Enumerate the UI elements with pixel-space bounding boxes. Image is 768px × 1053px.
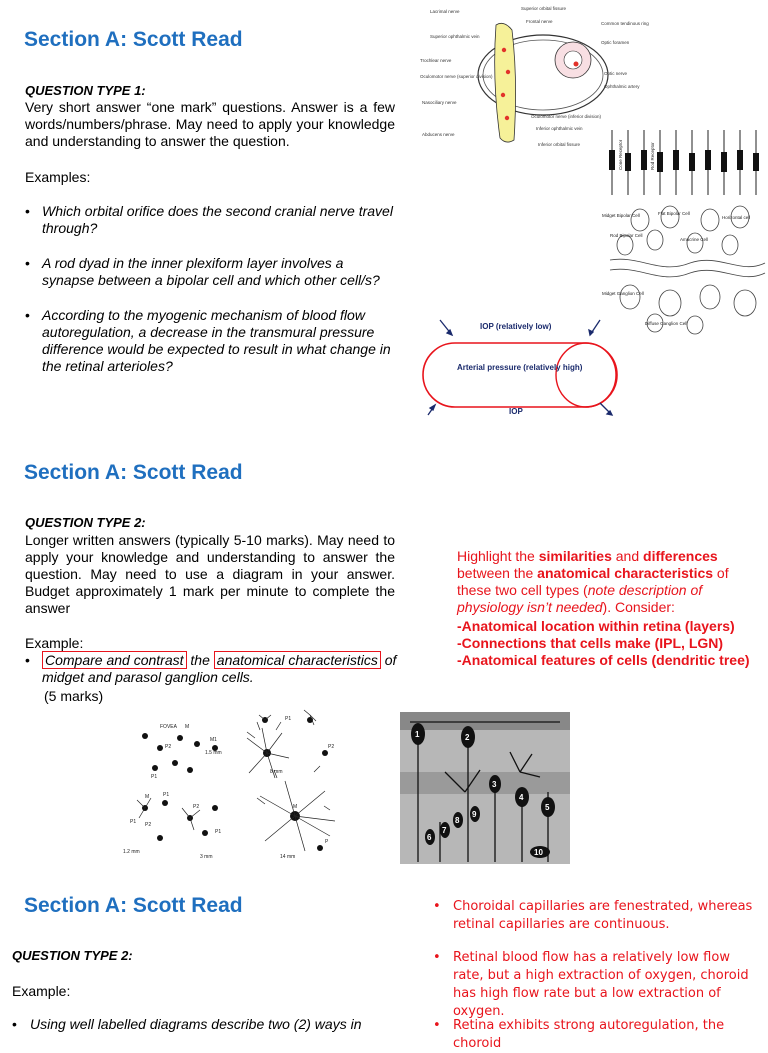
slide2-example-question: • Compare and contrast the anatomical characteristics of midget and parasol ganglion cells. (25, 652, 397, 685)
slide2-consider-list (457, 618, 767, 669)
svg-text:6: 6 (427, 833, 432, 842)
svg-text:Trochlear nerve: Trochlear nerve (420, 58, 452, 63)
compare-contrast-highlight: Compare and contrast (42, 651, 187, 669)
svg-text:8: 8 (455, 816, 460, 825)
svg-text:8 mm: 8 mm (270, 769, 283, 775)
svg-text:3: 3 (492, 780, 497, 789)
svg-text:IOP (relatively low): IOP (relatively low) (480, 322, 552, 331)
svg-text:M1: M1 (210, 737, 217, 743)
arterial-pressure-label: Arterial pressure (relatively high) (457, 363, 583, 372)
slide3-bullet-3: • Retina exhibits strong autoregulation, the choroid (433, 1018, 725, 1051)
slide1-example-1: • Which orbital orifice does the second cranial nerve travel through? (25, 203, 393, 236)
svg-text:Inferior orbital fissure: Inferior orbital fissure (538, 142, 581, 147)
svg-text:P1: P1 (215, 829, 222, 835)
svg-text:Abducens nerve: Abducens nerve (422, 132, 455, 137)
slide2-title: Section A: Scott Read (24, 461, 243, 484)
svg-text:1: 1 (415, 730, 420, 739)
svg-text:10: 10 (534, 848, 543, 857)
svg-text:P2: P2 (145, 822, 152, 828)
svg-text:P2: P2 (328, 744, 335, 750)
slide1-question-type: QUESTION TYPE 1: (25, 83, 146, 98)
svg-text:FOVEA: FOVEA (160, 724, 177, 730)
svg-text:Flat Bipolar Cell: Flat Bipolar Cell (658, 211, 690, 216)
slide2-example-label: Example: (25, 635, 84, 651)
svg-text:Amacrine Cell: Amacrine Cell (680, 237, 709, 242)
slide2-question-type: QUESTION TYPE 2: (25, 515, 146, 530)
svg-text:P1: P1 (285, 716, 292, 722)
svg-text:P1: P1 (130, 819, 137, 825)
orbital-fissure (495, 23, 516, 142)
svg-text:5: 5 (545, 803, 550, 812)
svg-text:Lacrimal nerve: Lacrimal nerve (430, 9, 460, 14)
svg-text:9: 9 (472, 810, 477, 819)
svg-text:P1: P1 (151, 774, 158, 780)
svg-text:Optic foramen: Optic foramen (601, 40, 630, 45)
slide3-partial-question: • Using well labelled diagrams describe two (2) ways in (12, 1016, 362, 1032)
anatomical-characteristics-highlight: anatomical characteristics (214, 651, 381, 669)
svg-text:2: 2 (465, 733, 470, 742)
slide3-bullet-2: • Retinal blood flow has a relatively low flow rate, but a high extraction of oxygen, choroid has high flow rate but a low extraction of oxygen. (433, 950, 749, 1019)
svg-text:1.5 mm: 1.5 mm (205, 750, 222, 756)
svg-text:P: P (325, 839, 329, 845)
svg-text:4: 4 (519, 793, 524, 802)
svg-text:7: 7 (442, 826, 447, 835)
slide3-bullet-1: • Choroidal capillaries are fenestrated, whereas retinal capillaries are continuous. (433, 899, 753, 932)
svg-text:Superior orbital fissure: Superior orbital fissure (521, 6, 567, 11)
slide1-example-3: • According to the myogenic mechanism of blood flow autoregulation, a decrease in the transmural pressure difference would be expected to result in what change in the retinal arterioles? (25, 307, 391, 374)
slide2-description: Longer written answers (typically 5-10 marks). May need to apply your knowledge and understanding to answer the question. May need to use a diagram in your answer. Budget approximately 1 mark per minute to complete the answer (25, 532, 395, 616)
svg-text:Rod Receptor: Rod Receptor (650, 142, 655, 170)
svg-text:P2: P2 (193, 804, 200, 810)
consider-item: -Connections that cells make (IPL, LGN) (457, 635, 724, 651)
slide3-example-label: Example: (12, 983, 71, 999)
svg-text:Nasociliary nerve: Nasociliary nerve (422, 100, 457, 105)
retina-layers-diagram (600, 125, 768, 340)
svg-text:M: M (145, 794, 150, 800)
svg-text:IOP: IOP (509, 407, 523, 416)
svg-text:M: M (293, 804, 298, 810)
svg-text:Optic nerve: Optic nerve (604, 71, 628, 76)
svg-text:3 mm: 3 mm (200, 854, 213, 860)
svg-text:Oculomotor nerve (superior div: Oculomotor nerve (superior division) (420, 74, 493, 79)
svg-text:P1: P1 (163, 792, 170, 798)
svg-text:14 mm: 14 mm (280, 854, 296, 860)
svg-text:Frontal nerve: Frontal nerve (526, 19, 553, 24)
svg-text:Diffuse Ganglion Cell: Diffuse Ganglion Cell (645, 321, 688, 326)
slide1-title: Section A: Scott Read (24, 28, 243, 51)
svg-text:Midget Ganglion Cell: Midget Ganglion Cell (602, 291, 644, 296)
svg-text:P2: P2 (165, 744, 172, 750)
svg-text:Ophthalmic artery: Ophthalmic artery (604, 84, 640, 89)
svg-text:1.2 mm: 1.2 mm (123, 849, 140, 855)
slide3-question-type: QUESTION TYPE 2: (12, 948, 133, 963)
svg-text:Inferior ophthalmic vein: Inferior ophthalmic vein (536, 126, 583, 131)
slide2-hint: Highlight the similarities and differences between the anatomical characteristics of these two cell types (note description of physiology isn’t needed). Consider: (457, 548, 729, 615)
svg-text:Superior ophthalmic vein: Superior ophthalmic vein (430, 34, 480, 39)
svg-text:Horizontal cell: Horizontal cell (722, 215, 751, 220)
slide2-marks: (5 marks) (44, 688, 104, 704)
transmural-pressure-diagram (420, 315, 630, 420)
svg-text:Rod Bipolar Cell: Rod Bipolar Cell (610, 233, 643, 238)
retinal-drawing (400, 712, 570, 864)
ganglion-cells-figure (115, 708, 353, 868)
slide1-examples-label: Examples: (25, 169, 91, 185)
slide1-example-2: • A rod dyad in the inner plexiform layer involves a synapse between a bipolar cell and which other cell/s? (25, 255, 380, 288)
svg-text:M: M (185, 724, 190, 730)
svg-text:Cone Receptor: Cone Receptor (618, 139, 623, 170)
svg-text:Common tendinous ring: Common tendinous ring (601, 21, 649, 26)
svg-text:Oculomotor nerve (inferior div: Oculomotor nerve (inferior division) (531, 114, 602, 119)
slide1-description: Very short answer “one mark” questions. Answer is a few words/numbers/phrase. May need to apply your knowledge and understanding to answer the question. (25, 99, 395, 149)
consider-item: -Anatomical features of cells (dendritic tree) (457, 652, 750, 668)
slide3-title: Section A: Scott Read (24, 894, 243, 917)
vessel-outline (423, 343, 617, 407)
svg-text:Midget Bipolar Cell: Midget Bipolar Cell (602, 213, 640, 218)
consider-item: -Anatomical location within retina (layers) (457, 618, 735, 634)
